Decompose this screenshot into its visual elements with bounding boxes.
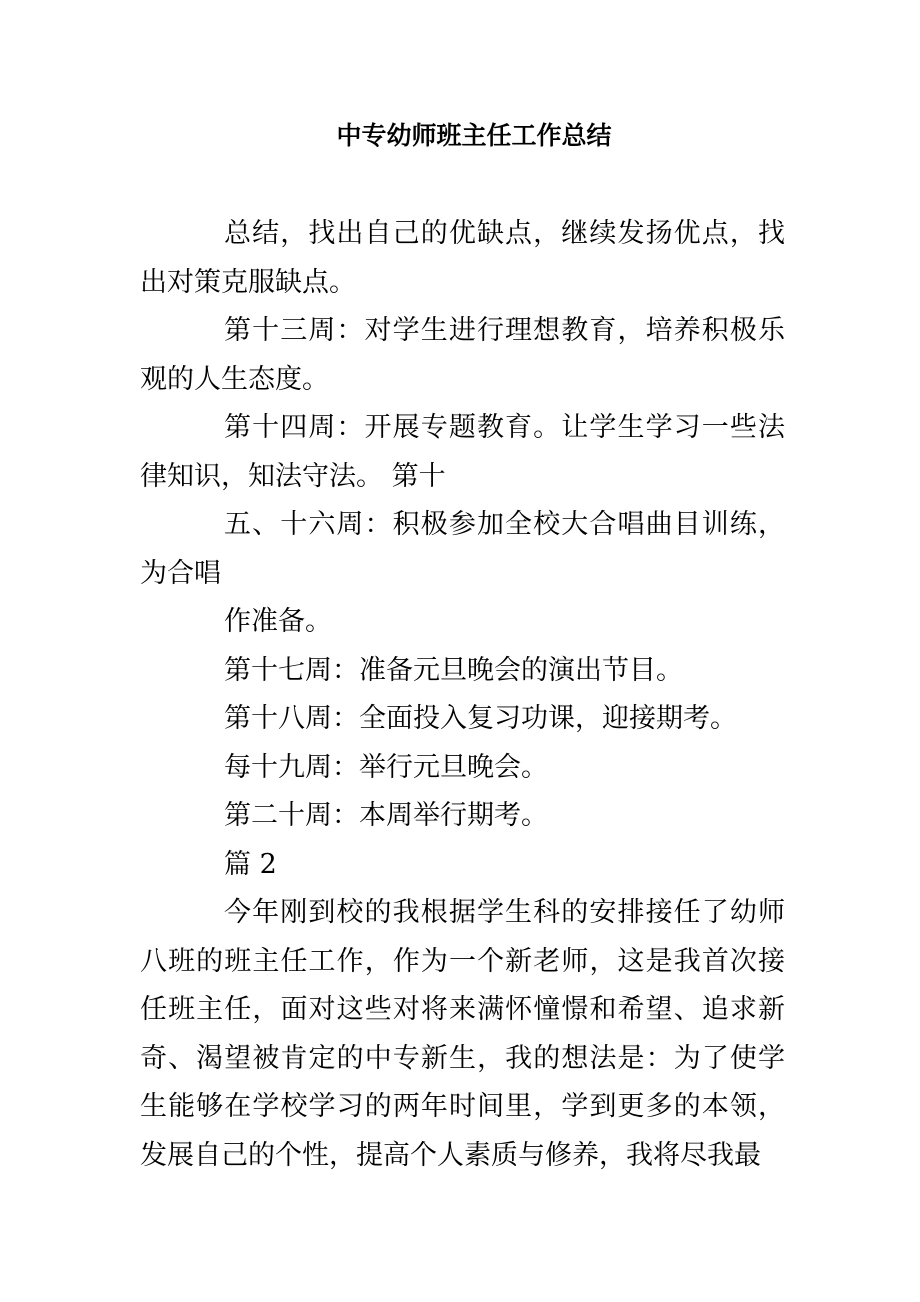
paragraph: 第十八周：全面投入复习功课，迎接期考。 (224, 703, 737, 734)
paragraph: 作准备。 (224, 606, 332, 637)
document-body (140, 210, 785, 1180)
paragraph: 每十九周：举行元旦晚会。 (224, 751, 548, 783)
paragraph: 第二十周：本周举行期考。 (224, 800, 548, 831)
paragraph: 第十四周：开展专题教育。让学生学习一些法律知识，知法守法。 第十 (140, 412, 785, 492)
paragraph: 今年刚到校的我根据学生科的安排接任了幼师八班的班主任工作，作为一个新老师，这是我首次接任班主任，面对这些对将来满怀憧憬和希望、追求新奇、渴望被肯定的中专新生，我的想法是：为了使学生能够在学校学习的两年时间里，学到更多的本领，发展自己的个性，提高个人素质与修养，我将尽我最 (140, 897, 785, 1171)
paragraph: 总结，找出自己的优缺点，继续发扬优点，找出对策克服缺点。 (140, 218, 785, 298)
paragraph: 第十三周：对学生进行理想教育，培养积极乐观的人生态度。 (140, 315, 785, 395)
paragraph: 五、十六周：积极参加全校大合唱曲目训练，为合唱 (140, 509, 785, 589)
section-heading: 篇 2 (224, 848, 277, 880)
paragraph: 第十七周：准备元旦晚会的演出节目。 (224, 654, 683, 686)
document-title: 中专幼师班主任工作总结 (336, 121, 612, 150)
